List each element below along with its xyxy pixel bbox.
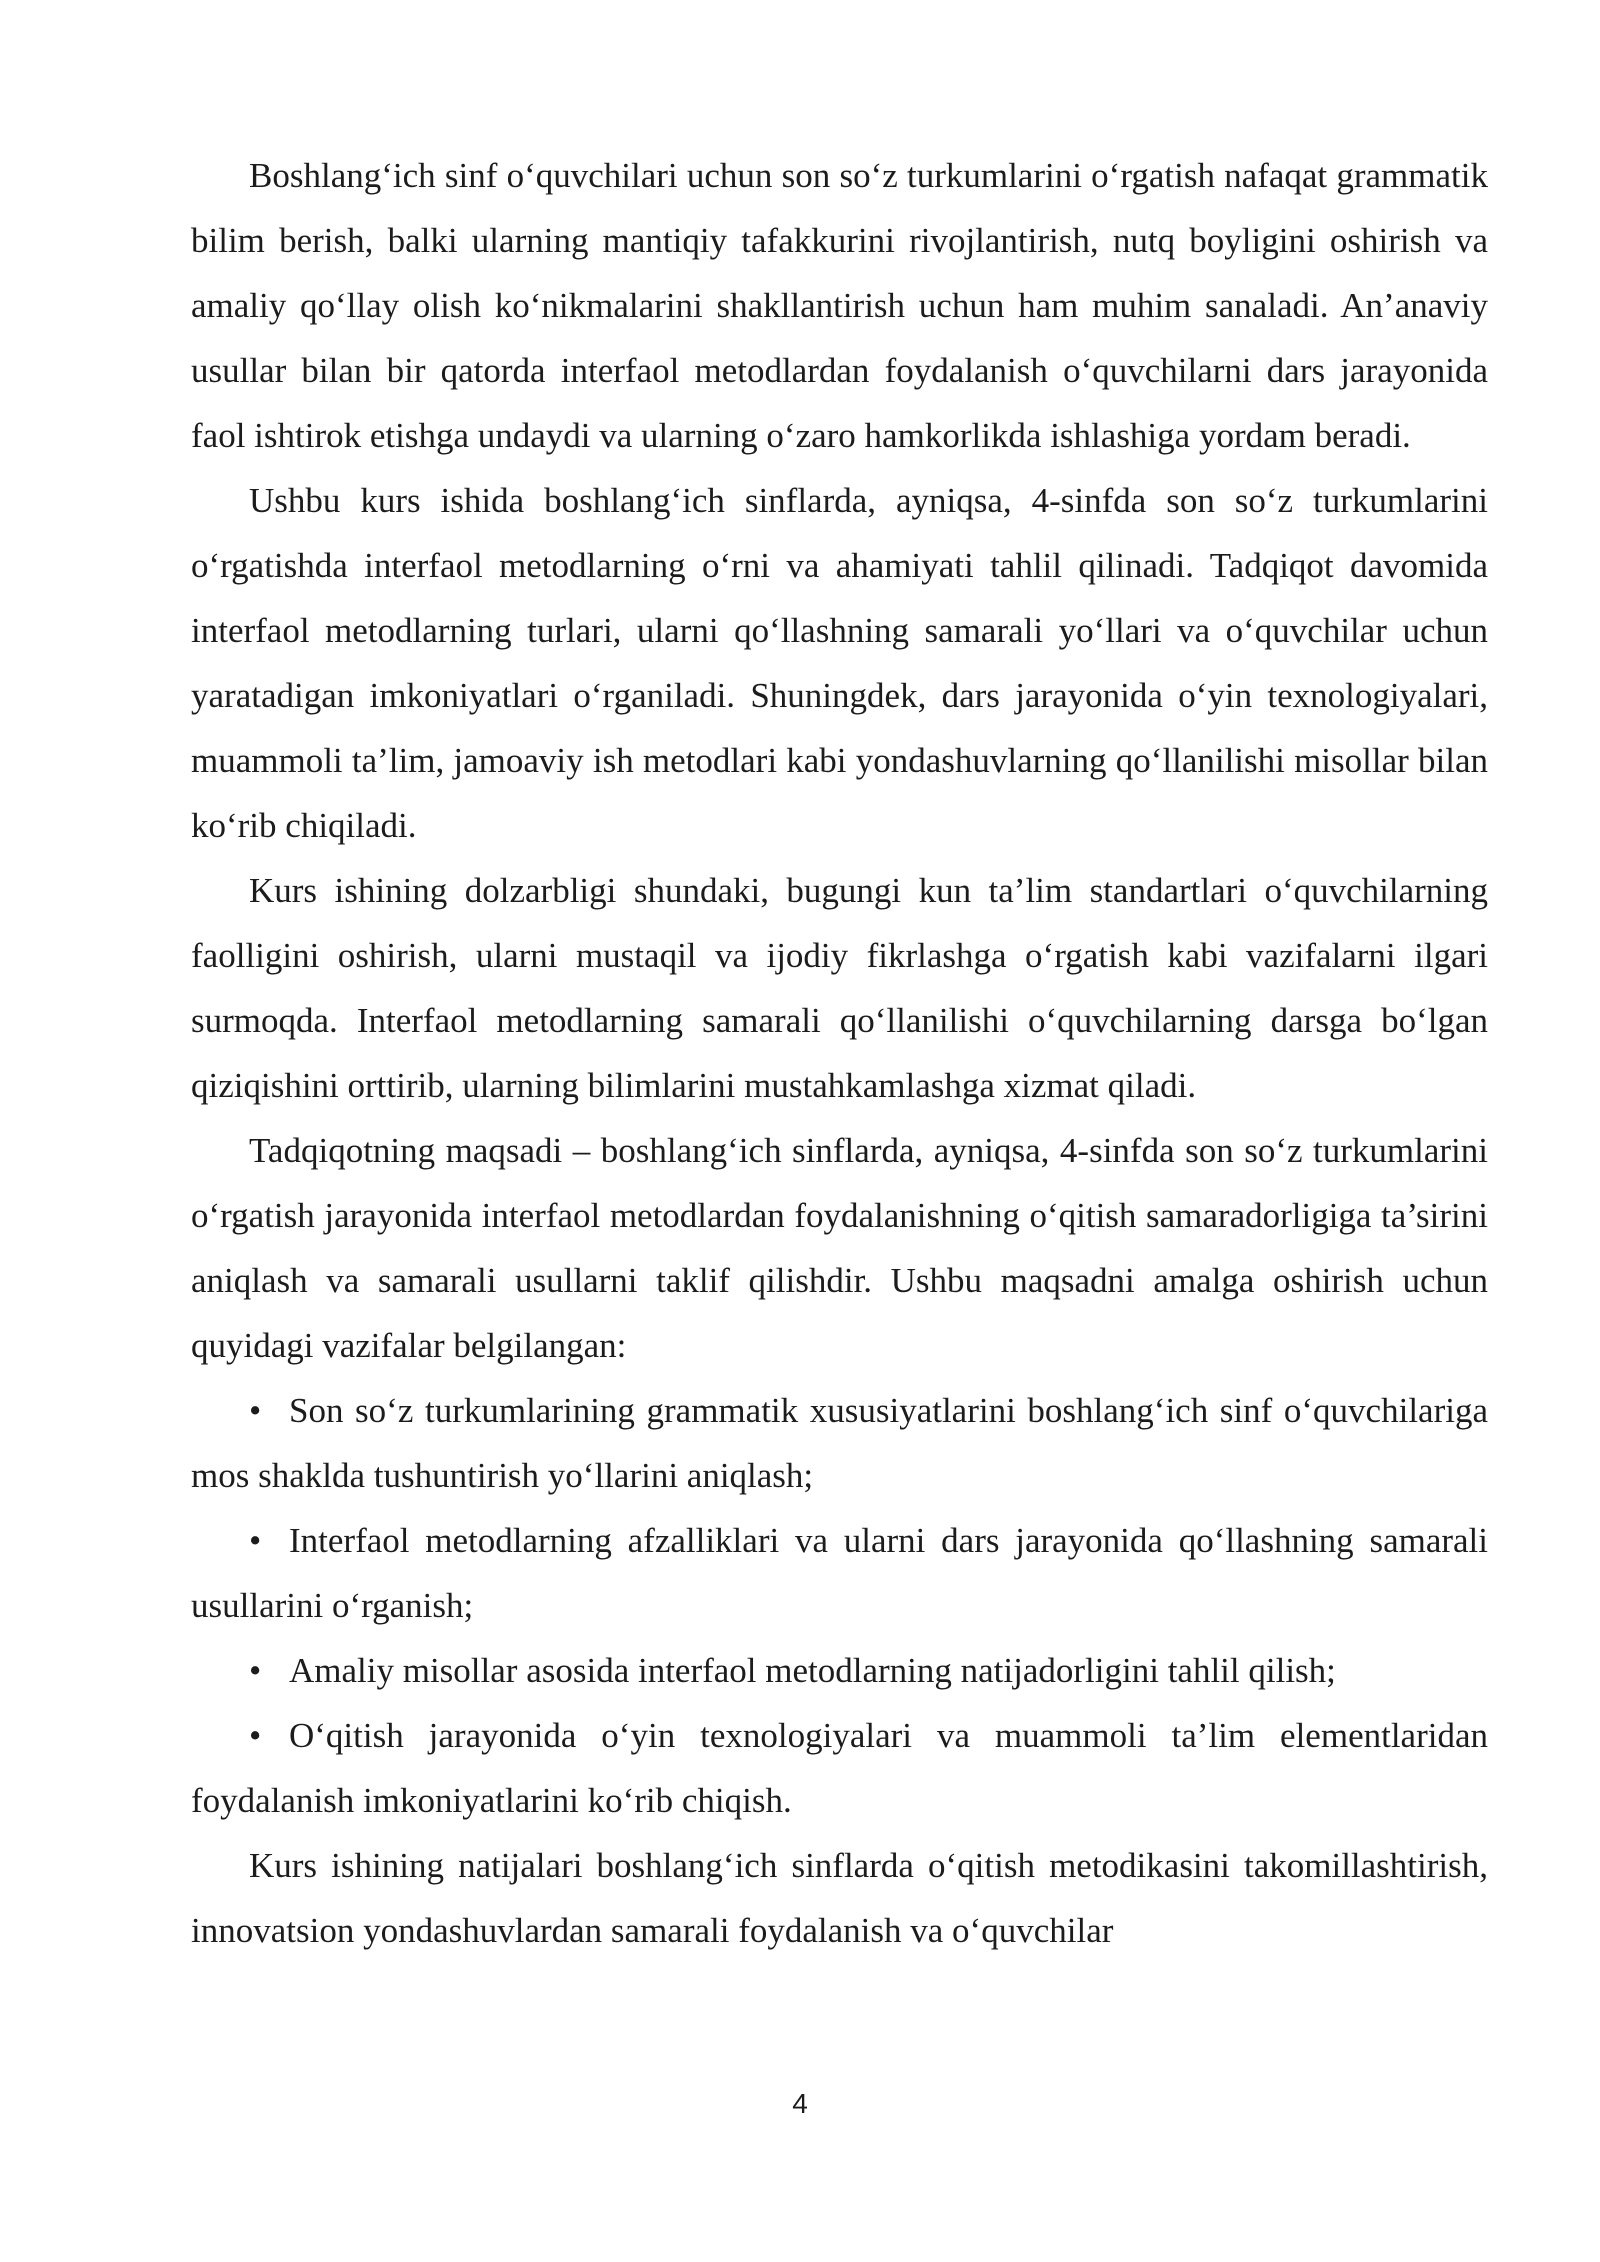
paragraph-intro: Boshlang‘ich sinf o‘quvchilari uchun son so‘z turkumlarini o‘rgatish nafaqat grammatik bilim berish, balki ularning mantiqiy tafakkurini rivojlantirish, nutq boyligini oshirish va amaliy qo‘llay olish ko‘nikmalarini shakllantirish uchun ham muhim sanaladi. An’anaviy usullar bilan bir qatorda interfaol metodlardan foydalanish o‘quvchilarni dars jarayonida faol ishtirok etishga undaydi va ularning o‘zaro hamkorlikda ishlashiga yordam beradi. xyxy=(191,156,1488,455)
list-item xyxy=(191,1378,1488,1508)
page-body xyxy=(191,143,1488,1963)
list-item-text: Son so‘z turkumlarining grammatik xususiyatlarini boshlang‘ich sinf o‘quvchilariga mos shaklda tushuntirish yo‘llarini aniqlash; xyxy=(191,1391,1488,1495)
tasks-list xyxy=(191,1378,1488,1833)
bullet-icon: • xyxy=(249,1651,262,1690)
bullet-icon: • xyxy=(249,1521,262,1560)
list-item xyxy=(191,1638,1488,1703)
bullet-icon: • xyxy=(249,1391,262,1430)
list-item-text: Amaliy misollar asosida interfaol metodlarning natijadorligini tahlil qilish; xyxy=(289,1651,1336,1690)
bullet-icon: • xyxy=(249,1716,262,1755)
page-number: 4 xyxy=(792,2088,808,2119)
list-item xyxy=(191,1703,1488,1833)
paragraph-course-scope: Ushbu kurs ishida boshlang‘ich sinflarda, ayniqsa, 4-sinfda son so‘z turkumlarini o‘rgatishda interfaol metodlarning o‘rni va ahamiyati tahlil qilinadi. Tadqiqot davomida interfaol metodlarning turlari, ularni qo‘llashning samarali yo‘llari va o‘quvchilar uchun yaratadigan imkoniyatlari o‘rganiladi. Shuningdek, dars jarayonida o‘yin texnologiyalari, muammoli ta’lim, jamoaviy ish metodlari kabi yondashuvlarning qo‘llanilishi misollar bilan ko‘rib chiqiladi. xyxy=(191,481,1488,845)
list-item-text: Interfaol metodlarning afzalliklari va ularni dars jarayonida qo‘llashning samarali usullarini o‘rganish; xyxy=(191,1521,1488,1625)
paragraph-relevance: Kurs ishining dolzarbligi shundaki, bugungi kun ta’lim standartlari o‘quvchilarning faolligini oshirish, ularni mustaqil va ijodiy fikrlashga o‘rgatish kabi vazifalarni ilgari surmoqda. Interfaol metodlarning samarali qo‘llanilishi o‘quvchilarning darsga bo‘lgan qiziqishini orttirib, ularning bilimlarini mustahkamlashga xizmat qiladi. xyxy=(191,871,1488,1105)
list-item xyxy=(191,1508,1488,1638)
paragraph-results: Kurs ishining natijalari boshlang‘ich sinflarda o‘qitish metodikasini takomillashtirish, innovatsion yondashuvlardan samarali foydalanish va o‘quvchilar xyxy=(191,1846,1488,1950)
list-item-text: O‘qitish jarayonida o‘yin texnologiyalari va muammoli ta’lim elementlaridan foydalanish imkoniyatlarini ko‘rib chiqish. xyxy=(191,1716,1488,1820)
paragraph-goal: Tadqiqotning maqsadi – boshlang‘ich sinflarda, ayniqsa, 4-sinfda son so‘z turkumlarini o‘rgatish jarayonida interfaol metodlardan foydalanishning o‘qitish samaradorligiga ta’sirini aniqlash va samarali usullarni taklif qilishdir. Ushbu maqsadni amalga oshirish uchun quyidagi vazifalar belgilangan: xyxy=(191,1131,1488,1365)
